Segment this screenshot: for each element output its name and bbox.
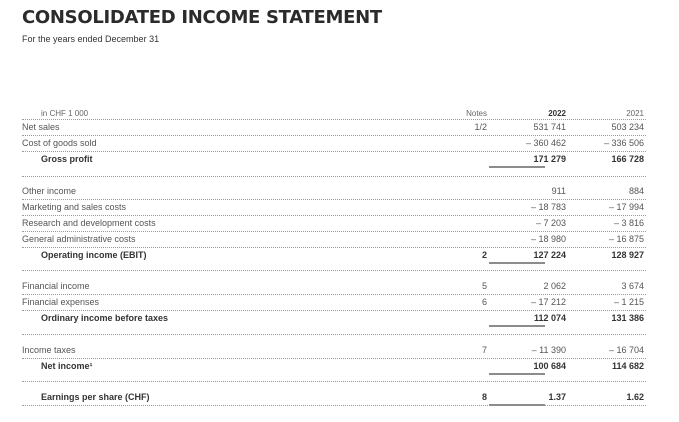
table-row-ebit [22, 247, 646, 263]
row-label: Ordinary income before taxes [41, 313, 169, 323]
row-value-2022: – 11 390 [531, 345, 566, 355]
year-2021-header: 2021 [626, 109, 644, 118]
row-value-2021: – 1 215 [613, 297, 644, 307]
table-row-gross-profit [22, 151, 646, 167]
year-2022-header: 2022 [548, 109, 566, 118]
row-label: General administrative costs [22, 234, 136, 244]
section-divider [22, 270, 646, 271]
row-value-2022: 171 279 [533, 154, 566, 164]
row-value-2022: 1.37 [548, 392, 566, 402]
column-rule [489, 262, 545, 264]
row-notes: 7 [481, 345, 487, 355]
row-notes [452, 199, 487, 215]
table-row-cogs [22, 135, 646, 152]
section-divider [22, 334, 646, 335]
row-notes [452, 231, 487, 247]
section-divider [22, 381, 646, 382]
table-row-net-income [22, 358, 646, 374]
row-value-2022: 112 074 [533, 313, 566, 323]
row-notes [452, 358, 487, 374]
row-label: Financial income [22, 281, 90, 291]
table-row-financial-expenses [22, 294, 646, 311]
table-header [22, 103, 646, 120]
unit-label: in CHF 1 000 [41, 109, 89, 118]
row-notes [452, 310, 487, 326]
table-row-research [22, 215, 646, 232]
row-label: Gross profit [41, 154, 93, 164]
row-value-2021: 1.62 [626, 392, 644, 402]
row-label: Cost of goods sold [22, 138, 97, 148]
table-row-net-sales [22, 119, 646, 136]
row-value-2022: – 18 980 [530, 234, 566, 244]
row-label: Operating income (EBIT) [41, 250, 147, 260]
row-notes [452, 151, 487, 167]
row-value-2021: 3 674 [621, 281, 644, 291]
table-row-eps [22, 389, 646, 405]
table-row-other-income [22, 183, 646, 200]
table-row-income-taxes [22, 342, 646, 359]
row-value-2021: – 16 704 [608, 345, 644, 355]
table-row-admin [22, 231, 646, 248]
row-label: Research and development costs [22, 218, 156, 228]
row-value-2022: – 17 212 [530, 297, 566, 307]
row-label: Net income¹ [41, 361, 93, 371]
row-label: Financial expenses [22, 297, 100, 307]
row-value-2022: 2 062 [543, 281, 566, 291]
column-rule [489, 166, 545, 168]
table-row-marketing [22, 199, 646, 216]
row-label: Earnings per share (CHF) [41, 392, 150, 402]
row-value-2022: – 18 783 [530, 202, 566, 212]
row-label: Income taxes [22, 345, 76, 355]
column-rule [489, 373, 545, 375]
page-title: CONSOLIDATED INCOME STATEMENT [22, 7, 382, 28]
page-subtitle: For the years ended December 31 [22, 34, 160, 44]
column-rule [489, 404, 545, 406]
row-value-2021: 131 386 [611, 313, 644, 323]
row-value-2021: 166 728 [611, 154, 644, 164]
table-row-income-before-taxes [22, 310, 646, 326]
row-label: Other income [22, 186, 77, 196]
table-row-financial-income [22, 278, 646, 295]
row-value-2022: 531 741 [533, 122, 566, 132]
row-value-2021: – 16 875 [608, 234, 644, 244]
row-value-2021: 114 682 [611, 361, 644, 371]
row-notes [452, 135, 487, 151]
row-value-2021: – 17 994 [608, 202, 644, 212]
section-divider [22, 176, 646, 177]
column-rule [489, 325, 545, 327]
row-notes: 1/2 [474, 122, 487, 132]
row-notes: 8 [481, 392, 487, 402]
row-value-2021: – 336 506 [603, 138, 644, 148]
row-label: Net sales [22, 122, 60, 132]
row-value-2022: – 7 203 [535, 218, 566, 228]
row-value-2022: 100 684 [533, 361, 566, 371]
row-notes: 6 [481, 297, 487, 307]
row-value-2022: – 360 462 [525, 138, 566, 148]
row-notes [452, 215, 487, 231]
row-value-2022: 911 [551, 186, 566, 196]
row-notes: 2 [481, 250, 487, 260]
row-value-2021: 884 [628, 186, 644, 196]
section-divider [22, 405, 646, 406]
row-value-2021: 128 927 [611, 250, 644, 260]
notes-header: Notes [466, 109, 487, 118]
row-value-2021: 503 234 [611, 122, 644, 132]
row-label: Marketing and sales costs [22, 202, 127, 212]
row-value-2021: – 3 816 [613, 218, 644, 228]
row-notes [452, 183, 487, 199]
row-value-2022: 127 224 [533, 250, 566, 260]
row-notes: 5 [481, 281, 487, 291]
